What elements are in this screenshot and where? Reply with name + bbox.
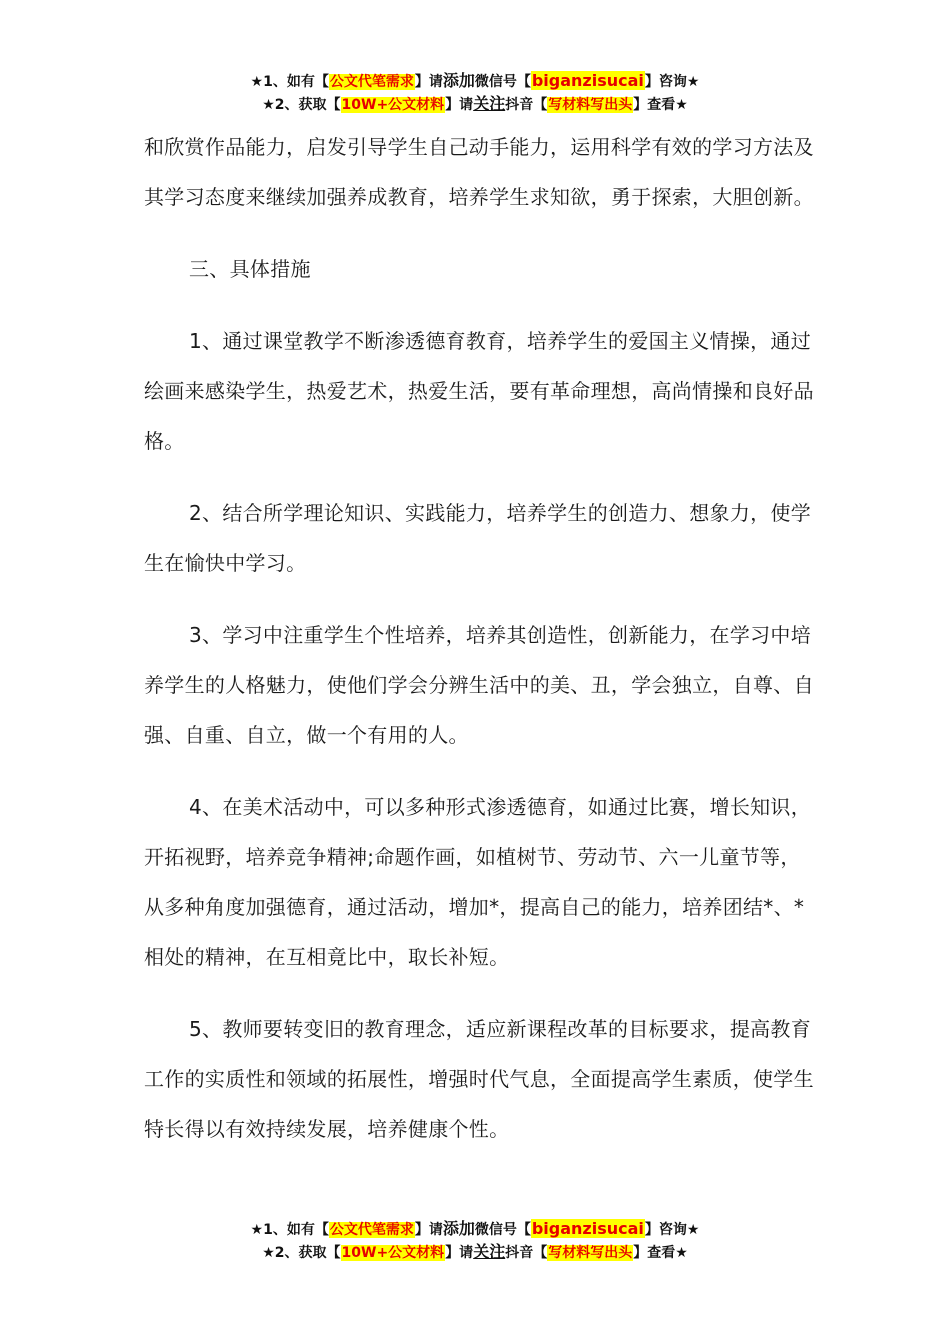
promo-text: 】咨询★ — [644, 74, 700, 90]
document-body — [144, 122, 814, 1176]
measure-5: 5、教师要转变旧的教育理念，适应新课程改革的目标要求，提高教育工作的实质性和领域的拓展性，增强时代气息，全面提高学生素质，使学生特长得以有效持续发展，培养健康个性。 — [144, 1017, 814, 1141]
promo-text: 】查看★ — [633, 1245, 688, 1261]
promo-text: ★1、如有【 — [250, 74, 329, 90]
promo-highlight: 公文代笔需求 — [329, 74, 414, 90]
promo-text: 微信号【 — [474, 1222, 531, 1238]
promo-line-1 — [0, 1218, 950, 1241]
measure-2: 2、结合所学理论知识、实践能力，培养学生的创造力、想象力，使学生在愉快中学习。 — [144, 501, 812, 575]
promo-text: 】咨询★ — [644, 1222, 700, 1238]
promo-emphasis: 关注 — [473, 1242, 506, 1261]
promo-wechat-id: biganzisucai — [531, 1219, 644, 1238]
promo-highlight: 10W+公文材料 — [341, 1245, 445, 1261]
promo-line-2 — [0, 1241, 950, 1264]
promo-highlight: 公文代笔需求 — [329, 1222, 414, 1238]
promo-text: 】请 — [414, 74, 443, 90]
measure-3: 3、学习中注重学生个性培养，培养其创造性，创新能力，在学习中培养学生的人格魅力，使他们学会分辨生活中的美、丑，学会独立，自尊、自强、自重、自立，做一个有用的人。 — [144, 623, 814, 747]
promo-highlight: 10W+公文材料 — [341, 97, 445, 113]
promo-text: 微信号【 — [474, 74, 531, 90]
promo-text: 】查看★ — [633, 97, 688, 113]
promo-text: 】请 — [445, 1245, 474, 1261]
promo-text: 抖音【 — [505, 97, 548, 113]
promo-text: 】请 — [414, 1222, 443, 1238]
promo-line-1 — [0, 70, 950, 93]
section-heading: 三、具体措施 — [189, 257, 311, 281]
promo-emphasis: 添加 — [442, 1219, 475, 1238]
promo-text: 抖音【 — [505, 1245, 548, 1261]
measure-1: 1、通过课堂教学不断渗透德育教育，培养学生的爱国主义情操，通过绘画来感染学生，热爱艺术，热爱生活，要有革命理想，高尚情操和良好品格。 — [144, 329, 814, 453]
promo-douyin-id: 写材料写出头 — [548, 1245, 633, 1261]
promo-text: ★1、如有【 — [250, 1222, 329, 1238]
paragraph-continued: 和欣赏作品能力，启发引导学生自己动手能力，运用科学有效的学习方法及其学习态度来继续加强养成教育，培养学生求知欲，勇于探索，大胆创新。 — [144, 135, 814, 209]
promo-text: 】请 — [445, 97, 474, 113]
promo-banner-top — [0, 70, 950, 116]
promo-emphasis: 关注 — [473, 94, 506, 113]
promo-text: ★2、获取【 — [262, 97, 341, 113]
measure-4: 4、在美术活动中，可以多种形式渗透德育，如通过比赛，增长知识，开拓视野，培养竞争精神;命题作画，如植树节、劳动节、六一儿童节等，从多种角度加强德育，通过活动，增加*，提高自己的能力，培养团结*、*相处的精神，在互相竟比中，取长补短。 — [144, 795, 812, 969]
promo-emphasis: 添加 — [442, 71, 475, 90]
promo-wechat-id: biganzisucai — [531, 71, 644, 90]
promo-douyin-id: 写材料写出头 — [548, 97, 633, 113]
promo-line-2 — [0, 93, 950, 116]
promo-text: ★2、获取【 — [262, 1245, 341, 1261]
promo-banner-bottom — [0, 1218, 950, 1264]
